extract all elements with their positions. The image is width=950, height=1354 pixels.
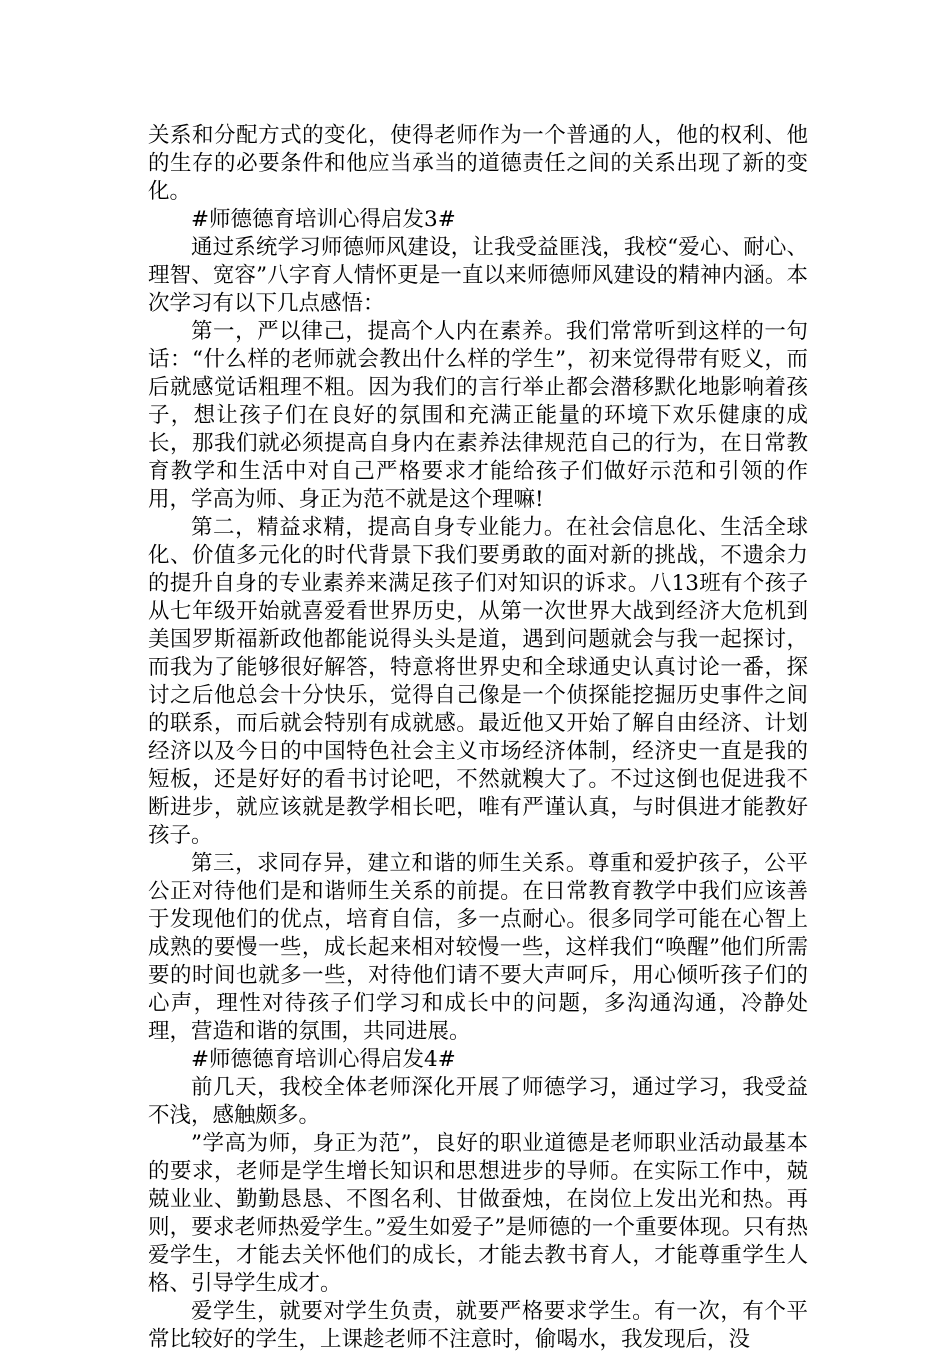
document-body <box>148 122 808 1354</box>
paragraph-continuation: 关系和分配方式的变化，使得老师作为一个普通的人，他的权利、他的生存的必要条件和他应当承当的道德责任之间的关系出现了新的变化。 <box>148 123 808 204</box>
paragraph-responsibility: 爱学生，就要对学生负责，就要严格要求学生。有一次，有个平常比较好的学生，上课趁老师不注意时，偷喝水，我发现后，没 <box>148 1299 808 1352</box>
section-heading-4: #师德德育培训心得启发4# <box>191 1047 456 1072</box>
paragraph-study: 前几天，我校全体老师深化开展了师德学习，通过学习，我受益不浅，感触颇多。 <box>148 1075 808 1128</box>
paragraph-ethics: ”学高为师，身正为范”，良好的职业道德是老师职业活动最基本的要求，老师是学生增长知识和思想进步的导师。在实际工作中，兢兢业业、勤勤恳恳、不图名利、甘做蚕烛，在岗位上发出光和热。再则，要求老师热爱学生。”爱生如爱子”是师德的一个重要体现。只有热爱学生，才能去关怀他们的成长，才能去教书育人，才能尊重学生人格、引导学生成才。 <box>148 1131 808 1296</box>
paragraph-point-1: 第一，严以律己，提高个人内在素养。我们常常听到这样的一句话：“什么样的老师就会教出什么样的学生”，初来觉得带有贬义，而后就感觉话粗理不粗。因为我们的言行举止都会潜移默化地影响着孩子，想让孩子们在良好的氛围和充满正能量的环境下欢乐健康的成长，那我们就必须提高自身内在素养法律规范自己的行为，在日常教育教学和生活中对自己严格要求才能给孩子们做好示范和引领的作用，学高为师、身正为范不就是这个理嘛! <box>148 319 808 512</box>
paragraph-intro: 通过系统学习师德师风建设，让我受益匪浅，我校“爱心、耐心、理智、宽容”八字育人情怀更是一直以来师德师风建设的精神内涵。本次学习有以下几点感悟： <box>148 235 808 316</box>
section-heading-3: #师德德育培训心得启发3# <box>191 207 456 232</box>
paragraph-point-2: 第二，精益求精，提高自身专业能力。在社会信息化、生活全球化、价值多元化的时代背景下我们要勇敢的面对新的挑战，不遗余力的提升自身的专业素养来满足孩子们对知识的诉求。八13班有个孩子从七年级开始就喜爱看世界历史，从第一次世界大战到经济大危机到美国罗斯福新政他都能说得头头是道，遇到问题就会与我一起探讨，而我为了能够很好解答，特意将世界史和全球通史认真讨论一番，探讨之后他总会十分快乐，觉得自己像是一个侦探能挖掘历史事件之间的联系，而后就会特别有成就感。最近他又开始了解自由经济、计划经济以及今日的中国特色社会主义市场经济体制，经济史一直是我的短板，还是好好的看书讨论吧，不然就糗大了。不过这倒也促进我不断进步，就应该就是教学相长吧，唯有严谨认真，与时俱进才能教好孩子。 <box>148 515 808 848</box>
paragraph-point-3: 第三，求同存异，建立和谐的师生关系。尊重和爱护孩子，公平公正对待他们是和谐师生关系的前提。在日常教育教学中我们应该善于发现他们的优点，培育自信，多一点耐心。很多同学可能在心智上成熟的要慢一些，成长起来相对较慢一些，这样我们“唤醒”他们所需要的时间也就多一些，对待他们请不要大声呵斥，用心倾听孩子们的心声，理性对待孩子们学习和成长中的问题，多沟通沟通，冷静处理，营造和谐的氛围，共同进展。 <box>148 851 808 1044</box>
